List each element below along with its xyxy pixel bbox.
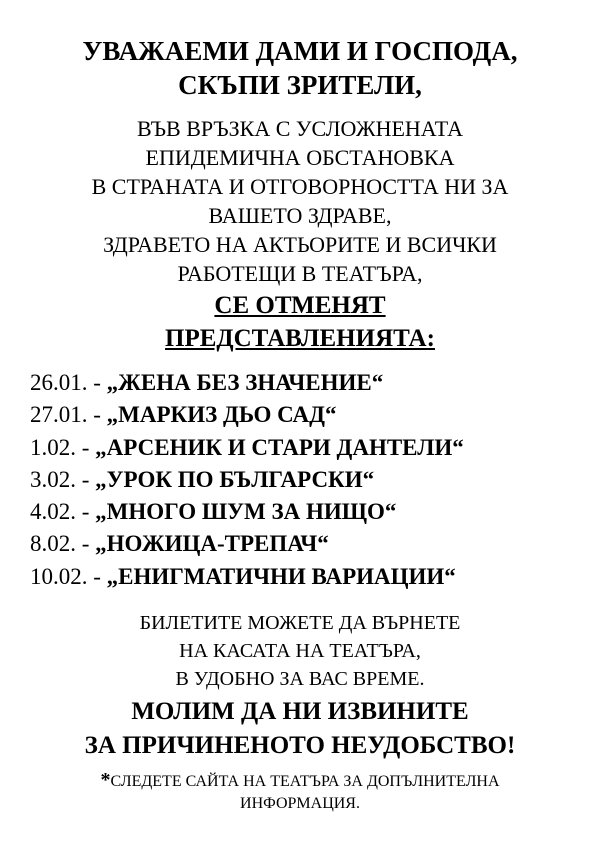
intro-line: ЕПИДЕМИЧНА ОБСТАНОВКА <box>145 145 455 170</box>
intro-line: ВАШЕТО ЗДРАВЕ, <box>208 203 392 228</box>
greeting-line-1: УВАЖАЕМИ ДАМИ И ГОСПОДА, <box>82 36 518 66</box>
greeting-line-2: СКЪПИ ЗРИТЕЛИ, <box>178 70 422 100</box>
list-item <box>30 464 600 496</box>
list-item <box>30 367 600 399</box>
show-title: „УРОК ПО БЪЛГАРСКИ“ <box>95 466 375 492</box>
note-text-1: СЛЕДЕТЕ САЙТА НА ТЕАТЪРА ЗА ДОПЪЛНИТЕЛНА <box>110 773 500 791</box>
show-date: 1.02. - <box>30 434 96 460</box>
cancellation-line-1: СЕ ОТМЕНЯТ <box>214 292 386 319</box>
tickets-line-1: БИЛЕТИТЕ МОЖЕТЕ ДА ВЪРНЕТЕ <box>139 612 461 635</box>
cancellation-line-2: ПРЕДСТАВЛЕНИЯТА: <box>165 325 435 352</box>
apology-line-2: ЗА ПРИЧИНЕНОТО НЕУДОБСТВО! <box>84 732 516 760</box>
cancellation-heading <box>0 289 600 355</box>
show-title: „МАРКИЗ ДЬО САД“ <box>106 402 337 428</box>
tickets-line-3: В УДОБНО ЗА ВАС ВРЕМЕ. <box>175 668 425 691</box>
show-title: „МНОГО ШУМ ЗА НИЩО“ <box>95 499 397 525</box>
show-title: „ЖЕНА БЕЗ ЗНАЧЕНИЕ“ <box>106 370 384 395</box>
website-note <box>0 769 600 815</box>
list-item <box>30 561 600 593</box>
asterisk-mark: * <box>100 769 111 792</box>
intro-text <box>0 114 600 288</box>
apology-line-1: МОЛИМ ДА НИ ИЗВИНИТЕ <box>131 698 469 726</box>
note-line-1 <box>0 769 600 793</box>
greeting-heading <box>0 34 600 102</box>
apology-heading <box>0 695 600 763</box>
tickets-info <box>0 609 600 693</box>
show-date: 26.01. - <box>30 370 107 395</box>
intro-line: В СТРАНАТА И ОТГОВОРНОСТТА НИ ЗА <box>91 174 509 199</box>
show-date: 10.02. - <box>30 563 107 589</box>
show-date: 3.02. - <box>30 466 96 492</box>
cancelled-shows-list <box>30 367 600 593</box>
show-title: „АРСЕНИК И СТАРИ ДАНТЕЛИ“ <box>95 434 464 460</box>
show-title: „НОЖИЦА-ТРЕПАЧ“ <box>95 531 329 557</box>
list-item <box>30 496 600 528</box>
intro-line: ЗДРАВЕТО НА АКТЬОРИТЕ И ВСИЧКИ <box>103 232 497 257</box>
tickets-line-2: НА КАСАТА НА ТЕАТЪРА, <box>179 640 421 663</box>
intro-line: ВЪВ ВРЪЗКА С УСЛОЖНЕНАТА <box>137 116 463 141</box>
intro-line: РАБОТЕЩИ В ТЕАТЪРА, <box>177 261 423 286</box>
note-line-2: ИНФОРМАЦИЯ. <box>240 795 360 813</box>
show-date: 8.02. - <box>30 531 96 557</box>
show-date: 4.02. - <box>30 499 96 525</box>
list-item <box>30 528 600 560</box>
list-item <box>30 399 600 431</box>
show-title: „ЕНИГМАТИЧНИ ВАРИАЦИИ“ <box>106 563 456 589</box>
list-item <box>30 432 600 464</box>
show-date: 27.01. - <box>30 402 107 428</box>
